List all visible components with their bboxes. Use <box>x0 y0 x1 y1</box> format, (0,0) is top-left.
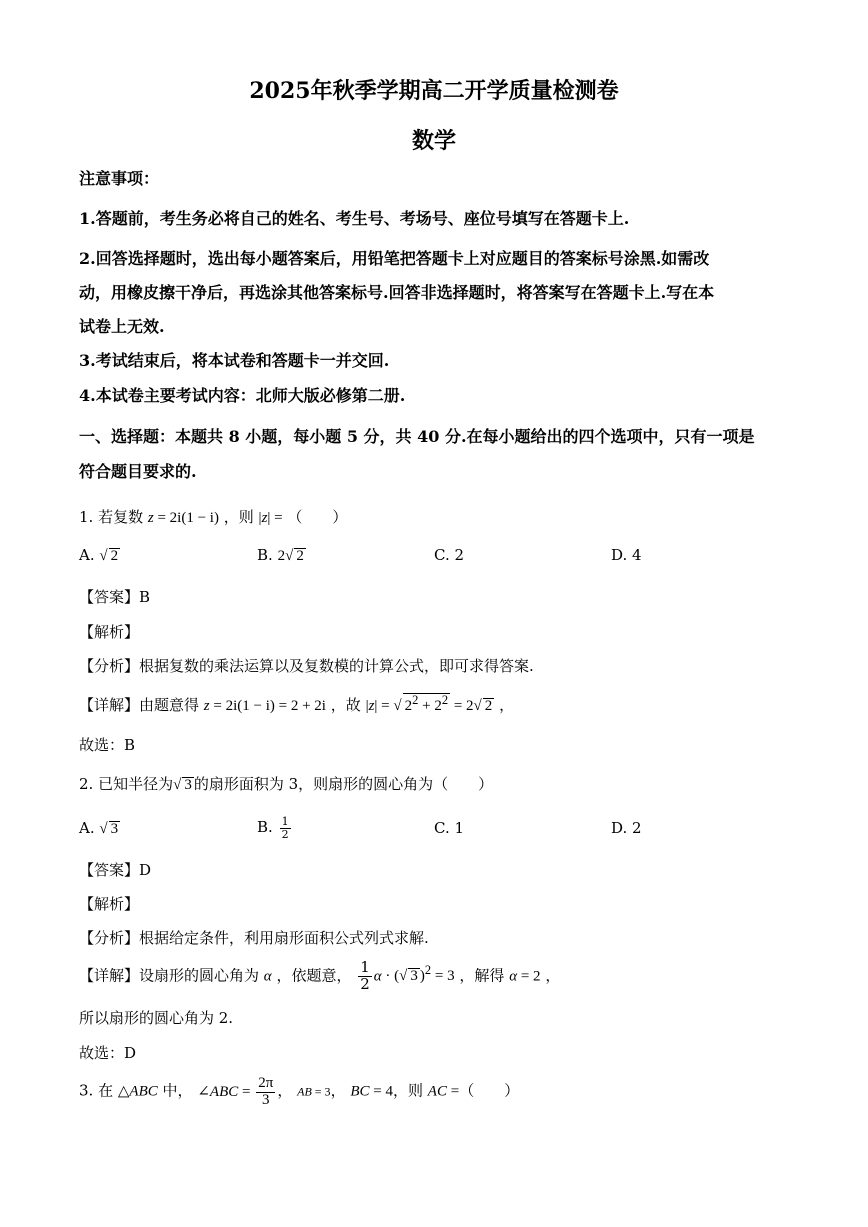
notice-item-3: 3.考试结束后，将本试卷和答题卡一并交回. <box>79 351 390 370</box>
exam-subject: 数学 <box>411 128 456 154</box>
notice-item-4: 4.本试卷主要考试内容：北师大版必修第二册. <box>79 386 406 405</box>
q1-option-d: D. 4 <box>611 546 642 564</box>
one-half-formula: $\frac{1}{2}$ <box>281 815 289 841</box>
q2-conclusion: 故选：D <box>79 1044 137 1062</box>
q1-jiexi: 【解析】 <box>79 623 140 641</box>
q1-conclusion: 故选：B <box>79 736 136 754</box>
notice-heading: 注意事项： <box>79 169 160 188</box>
half-fraction: $\frac{1}{2}$ <box>360 958 370 993</box>
q1-option-a: A. √ 2 <box>79 546 119 564</box>
alpha-symbol: α <box>263 968 272 985</box>
q2-detail: 【详解】设扇形的圆心角为 α ，依题意， $\frac{1}{2}$ α · (√ 3 )$^2$ = 3 ，解得 α = 2 ， <box>79 958 561 993</box>
q2-jiexi: 【解析】 <box>79 895 140 913</box>
notice-item-2: 2.回答选择题时，选出每小题答案后，用铅笔把答题卡上对应题目的答案标号涂黑.如需改 <box>79 249 710 268</box>
q2-conclusion-line: 所以扇形的圆心角为 2. <box>79 1009 234 1027</box>
q2-analysis: 【分析】根据给定条件，利用扇形面积公式列式求解. <box>79 929 429 947</box>
q1-option-c: C. 2 <box>434 546 465 564</box>
triangle-abc: △ABC <box>117 1083 158 1100</box>
sector-area-formula: α · (√ 3 )$^2$ = 3 <box>373 963 455 985</box>
q1-option-b: B. 2√ 2 <box>257 546 304 564</box>
ab-formula: AB = 3 <box>297 1084 331 1099</box>
formula-z-expansion: z = 2i(1 − i) = 2 + 2i <box>203 698 326 714</box>
sqrt-3-formula: √ 3 <box>173 777 192 793</box>
q1-analysis: 【分析】根据复数的乘法运算以及复数模的计算公式，即可求得答案. <box>79 657 534 675</box>
formula-modulus-z: |z| = <box>258 510 283 526</box>
q2-option-d: D. 2 <box>611 819 642 837</box>
notice-item-1: 1.答题前，考生务必将自己的姓名、考生号、考场号、座位号填写在答题卡上. <box>79 209 630 228</box>
question-1-stem: 1. 若复数 z = 2i(1 − i) ，则 |z| = （ ） <box>79 508 348 526</box>
question-3-stem: 3. 在 △ABC 中， ∠ABC = $\frac{2\pi}{3}$ ， AB = 3， BC = 4，则 AC =（ ） <box>79 1075 520 1108</box>
q2-option-a: A. √ 3 <box>79 819 119 837</box>
formula-modulus-result: |z| = √ $2^2 + 2^2 = 2√$ 2 <box>365 693 493 714</box>
two-sqrt-2-formula: 2√ 2 <box>277 548 304 564</box>
sqrt-2-formula: √ 2 <box>99 548 119 564</box>
ac-formula: AC = <box>427 1083 460 1100</box>
notice-item-2-end: 试卷上无效. <box>79 317 165 336</box>
q1-detail: 【详解】由题意得 z = 2i(1 − i) = 2 + 2i ，故 |z| = √ $2^2 + 2^2 = 2√$ 2 ， <box>79 693 515 714</box>
q2-option-c: C. 1 <box>434 819 465 837</box>
formula-z: z = 2i(1 − i) <box>147 510 219 526</box>
sqrt-3-option-formula: √ 3 <box>99 821 119 837</box>
exam-title: 2025年秋季学期高二开学质量检测卷 <box>249 78 619 104</box>
q1-answer: 【答案】B <box>79 588 151 606</box>
q2-answer: 【答案】D <box>79 861 152 879</box>
alpha-solution: α = 2 <box>509 968 541 985</box>
angle-abc-formula: ∠ABC = $\frac{2\pi}{3}$ <box>197 1075 274 1108</box>
q2-option-b: B. $\frac{1}{2}$ <box>257 815 289 841</box>
section-heading-cont: 符合题目要求的. <box>79 462 197 481</box>
notice-item-2-cont: 动，用橡皮擦干净后，再选涂其他答案标号.回答非选择题时，将答案写在答题卡上.写在本 <box>79 283 715 302</box>
bc-formula: BC = 4 <box>350 1083 393 1100</box>
section-heading: 一、选择题：本题共 8 小题，每小题 5 分，共 40 分.在每小题给出的四个选项中，只有一项是 <box>79 427 755 446</box>
question-2-stem: 2. 已知半径为√ 3 的扇形面积为 3，则扇形的圆心角为（ ） <box>79 775 494 793</box>
